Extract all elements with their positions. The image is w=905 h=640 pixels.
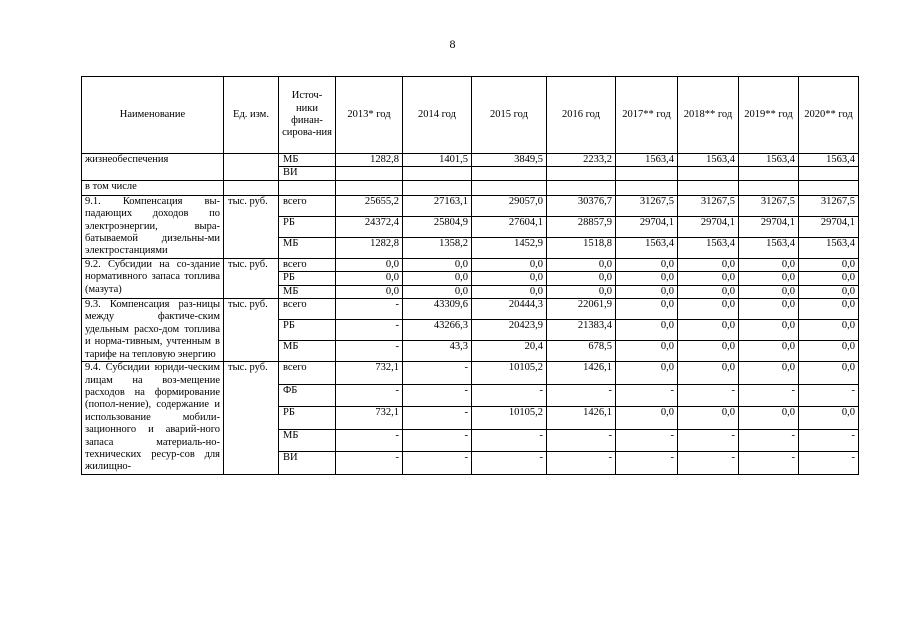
cell-value: 0,0 xyxy=(336,258,403,271)
cell-value: 1563,4 xyxy=(799,154,859,167)
cell-value: 20423,9 xyxy=(472,320,547,341)
row-source: всего xyxy=(279,299,336,320)
row-source: ВИ xyxy=(279,452,336,475)
cell-value: 0,0 xyxy=(403,258,472,271)
row-source: всего xyxy=(279,362,336,385)
cell-value: 31267,5 xyxy=(678,195,739,216)
cell-value: 1563,4 xyxy=(799,237,859,258)
cell-value: 0,0 xyxy=(799,285,859,298)
cell-value: 0,0 xyxy=(616,320,678,341)
cell-value: 29057,0 xyxy=(472,195,547,216)
cell-value: 0,0 xyxy=(739,341,799,362)
cell-value: 1563,4 xyxy=(616,154,678,167)
cell-value: 0,0 xyxy=(799,299,859,320)
cell-value: 0,0 xyxy=(799,258,859,271)
row-unit: тыс. руб. xyxy=(224,258,279,298)
cell-value: 43,3 xyxy=(403,341,472,362)
header-year: 2014 год xyxy=(403,77,472,154)
row-unit: тыс. руб. xyxy=(224,299,279,362)
row-name: жизнеобеспечения xyxy=(82,154,224,181)
cell-value: 0,0 xyxy=(739,320,799,341)
cell-value: - xyxy=(403,452,472,475)
cell-value: - xyxy=(336,341,403,362)
cell-value: 678,5 xyxy=(547,341,616,362)
cell-value: 22061,9 xyxy=(547,299,616,320)
cell-value: 25655,2 xyxy=(336,195,403,216)
cell-value: - xyxy=(616,384,678,407)
cell-value xyxy=(547,167,616,180)
cell-value: 0,0 xyxy=(616,258,678,271)
cell-value: - xyxy=(403,362,472,385)
cell-value: 0,0 xyxy=(739,258,799,271)
cell-value: - xyxy=(739,429,799,452)
cell-value xyxy=(336,167,403,180)
cell-value: - xyxy=(336,429,403,452)
cell-value: 25804,9 xyxy=(403,216,472,237)
cell-value: 3849,5 xyxy=(472,154,547,167)
cell-value: 0,0 xyxy=(799,362,859,385)
cell-value: - xyxy=(616,429,678,452)
cell-value: - xyxy=(616,452,678,475)
cell-value: 10105,2 xyxy=(472,407,547,430)
cell-value: 31267,5 xyxy=(739,195,799,216)
cell-value: - xyxy=(799,452,859,475)
row-name: 9.1. Компенсация вы-падающих доходов по электроэнергии, выра-батываемой дизельны-ми электростанциями xyxy=(82,195,224,258)
cell-value: 0,0 xyxy=(678,362,739,385)
cell-value: - xyxy=(739,384,799,407)
row-name: 9.4. Субсидии юриди-ческим лицам на воз-мещение расходов на формирование (попол-нение), содержание и использование мобили-зационного и аварий-ного запаса материаль-но-технических ресур-сов для жилищно- xyxy=(82,362,224,475)
row-unit xyxy=(224,154,279,181)
cell-value: 1563,4 xyxy=(678,154,739,167)
cell-value: - xyxy=(472,429,547,452)
cell-value: - xyxy=(472,384,547,407)
table-body xyxy=(82,154,859,475)
cell-value: 0,0 xyxy=(678,320,739,341)
cell-value: - xyxy=(403,384,472,407)
cell-value: - xyxy=(547,452,616,475)
cell-value: 0,0 xyxy=(472,258,547,271)
section-row xyxy=(82,180,859,195)
cell-value: 0,0 xyxy=(616,362,678,385)
cell-value: 0,0 xyxy=(616,299,678,320)
cell-value: 0,0 xyxy=(739,362,799,385)
cell-value: - xyxy=(336,299,403,320)
cell-value: 0,0 xyxy=(799,341,859,362)
cell-value: 0,0 xyxy=(403,285,472,298)
header-year: 2016 год xyxy=(547,77,616,154)
page-number: 8 xyxy=(449,37,456,51)
cell-value: 30376,7 xyxy=(547,195,616,216)
row-unit: тыс. руб. xyxy=(224,195,279,258)
cell-value: 29704,1 xyxy=(799,216,859,237)
header-year: 2020** год xyxy=(799,77,859,154)
row-source: всего xyxy=(279,195,336,216)
row-source: МБ xyxy=(279,154,336,167)
cell-value: 0,0 xyxy=(547,272,616,285)
cell-value: 0,0 xyxy=(678,285,739,298)
cell-value: - xyxy=(547,384,616,407)
row-source: МБ xyxy=(279,429,336,452)
cell-value: - xyxy=(336,452,403,475)
cell-value: 0,0 xyxy=(739,272,799,285)
cell-value: 24372,4 xyxy=(336,216,403,237)
cell-value xyxy=(799,167,859,180)
cell-value: - xyxy=(547,429,616,452)
cell-value: 29704,1 xyxy=(739,216,799,237)
cell-value: 0,0 xyxy=(472,285,547,298)
cell-value: 0,0 xyxy=(678,341,739,362)
table-row xyxy=(82,154,859,167)
cell-value: 0,0 xyxy=(472,272,547,285)
cell-value: 21383,4 xyxy=(547,320,616,341)
header-year: 2017** год xyxy=(616,77,678,154)
row-unit: тыс. руб. xyxy=(224,362,279,475)
table-row xyxy=(82,299,859,320)
cell-value: 732,1 xyxy=(336,407,403,430)
cell-value: 1563,4 xyxy=(616,237,678,258)
cell-value: 0,0 xyxy=(678,272,739,285)
cell-value: 1426,1 xyxy=(547,362,616,385)
cell-value: 31267,5 xyxy=(616,195,678,216)
header-year: 2015 год xyxy=(472,77,547,154)
header-year: 2018** год xyxy=(678,77,739,154)
cell-value: 1358,2 xyxy=(403,237,472,258)
cell-value: 43309,6 xyxy=(403,299,472,320)
cell-value: 0,0 xyxy=(799,272,859,285)
cell-value: 0,0 xyxy=(739,299,799,320)
cell-value: 1563,4 xyxy=(739,154,799,167)
cell-value: 732,1 xyxy=(336,362,403,385)
cell-value: 1426,1 xyxy=(547,407,616,430)
table-row xyxy=(82,362,859,385)
cell-value: 0,0 xyxy=(678,258,739,271)
header-year: 2019** год xyxy=(739,77,799,154)
row-name: 9.2. Субсидии на со-здание нормативного запаса топлива (мазута) xyxy=(82,258,224,298)
table-row xyxy=(82,195,859,216)
row-source: РБ xyxy=(279,272,336,285)
row-source: ФБ xyxy=(279,384,336,407)
section-label: в том числе xyxy=(82,180,224,195)
cell-value: 1401,5 xyxy=(403,154,472,167)
cell-value: 0,0 xyxy=(616,341,678,362)
row-source: МБ xyxy=(279,237,336,258)
row-source: РБ xyxy=(279,407,336,430)
cell-value: 0,0 xyxy=(336,285,403,298)
cell-value: 20,4 xyxy=(472,341,547,362)
cell-value: 29704,1 xyxy=(616,216,678,237)
cell-value: 0,0 xyxy=(739,285,799,298)
cell-value: - xyxy=(403,407,472,430)
cell-value: 27604,1 xyxy=(472,216,547,237)
table-row xyxy=(82,258,859,271)
cell-value: 27163,1 xyxy=(403,195,472,216)
cell-value: 1282,8 xyxy=(336,154,403,167)
row-source: РБ xyxy=(279,320,336,341)
cell-value xyxy=(616,167,678,180)
row-source: всего xyxy=(279,258,336,271)
cell-value: - xyxy=(336,384,403,407)
cell-value: 28857,9 xyxy=(547,216,616,237)
cell-value: 0,0 xyxy=(336,272,403,285)
row-source: МБ xyxy=(279,341,336,362)
cell-value: 1563,4 xyxy=(739,237,799,258)
cell-value: 1518,8 xyxy=(547,237,616,258)
cell-value: 0,0 xyxy=(403,272,472,285)
header-name: Наименование xyxy=(82,77,224,154)
cell-value: 20444,3 xyxy=(472,299,547,320)
table-header-row xyxy=(82,77,859,154)
cell-value: 0,0 xyxy=(547,258,616,271)
cell-value: 43266,3 xyxy=(403,320,472,341)
cell-value: - xyxy=(403,429,472,452)
cell-value: - xyxy=(799,429,859,452)
cell-value: 31267,5 xyxy=(799,195,859,216)
cell-value xyxy=(472,167,547,180)
cell-value xyxy=(403,167,472,180)
cell-value: 0,0 xyxy=(739,407,799,430)
cell-value: - xyxy=(739,452,799,475)
cell-value: 10105,2 xyxy=(472,362,547,385)
header-unit: Ед. изм. xyxy=(224,77,279,154)
cell-value xyxy=(739,167,799,180)
row-source: ВИ xyxy=(279,167,336,180)
cell-value: 1282,8 xyxy=(336,237,403,258)
cell-value: 0,0 xyxy=(799,320,859,341)
cell-value: 1563,4 xyxy=(678,237,739,258)
cell-value: - xyxy=(799,384,859,407)
row-source: РБ xyxy=(279,216,336,237)
cell-value: - xyxy=(472,452,547,475)
budget-table xyxy=(81,76,859,475)
cell-value: 0,0 xyxy=(616,285,678,298)
cell-value: - xyxy=(336,320,403,341)
cell-value: 1452,9 xyxy=(472,237,547,258)
cell-value: 0,0 xyxy=(616,407,678,430)
cell-value xyxy=(678,167,739,180)
row-name: 9.3. Компенсация раз-ницы между фактиче-ским удельным расхо-дом топлива и норма-тивным, учтенным в тарифе на тепловую энергию xyxy=(82,299,224,362)
cell-value: 0,0 xyxy=(678,299,739,320)
cell-value: 0,0 xyxy=(678,407,739,430)
cell-value: 0,0 xyxy=(616,272,678,285)
cell-value: 0,0 xyxy=(799,407,859,430)
header-source: Источ-ники финан-сирова-ния xyxy=(279,77,336,154)
cell-value: - xyxy=(678,452,739,475)
row-source: МБ xyxy=(279,285,336,298)
cell-value: 0,0 xyxy=(547,285,616,298)
cell-value: 2233,2 xyxy=(547,154,616,167)
cell-value: - xyxy=(678,384,739,407)
header-year: 2013* год xyxy=(336,77,403,154)
cell-value: - xyxy=(678,429,739,452)
cell-value: 29704,1 xyxy=(678,216,739,237)
